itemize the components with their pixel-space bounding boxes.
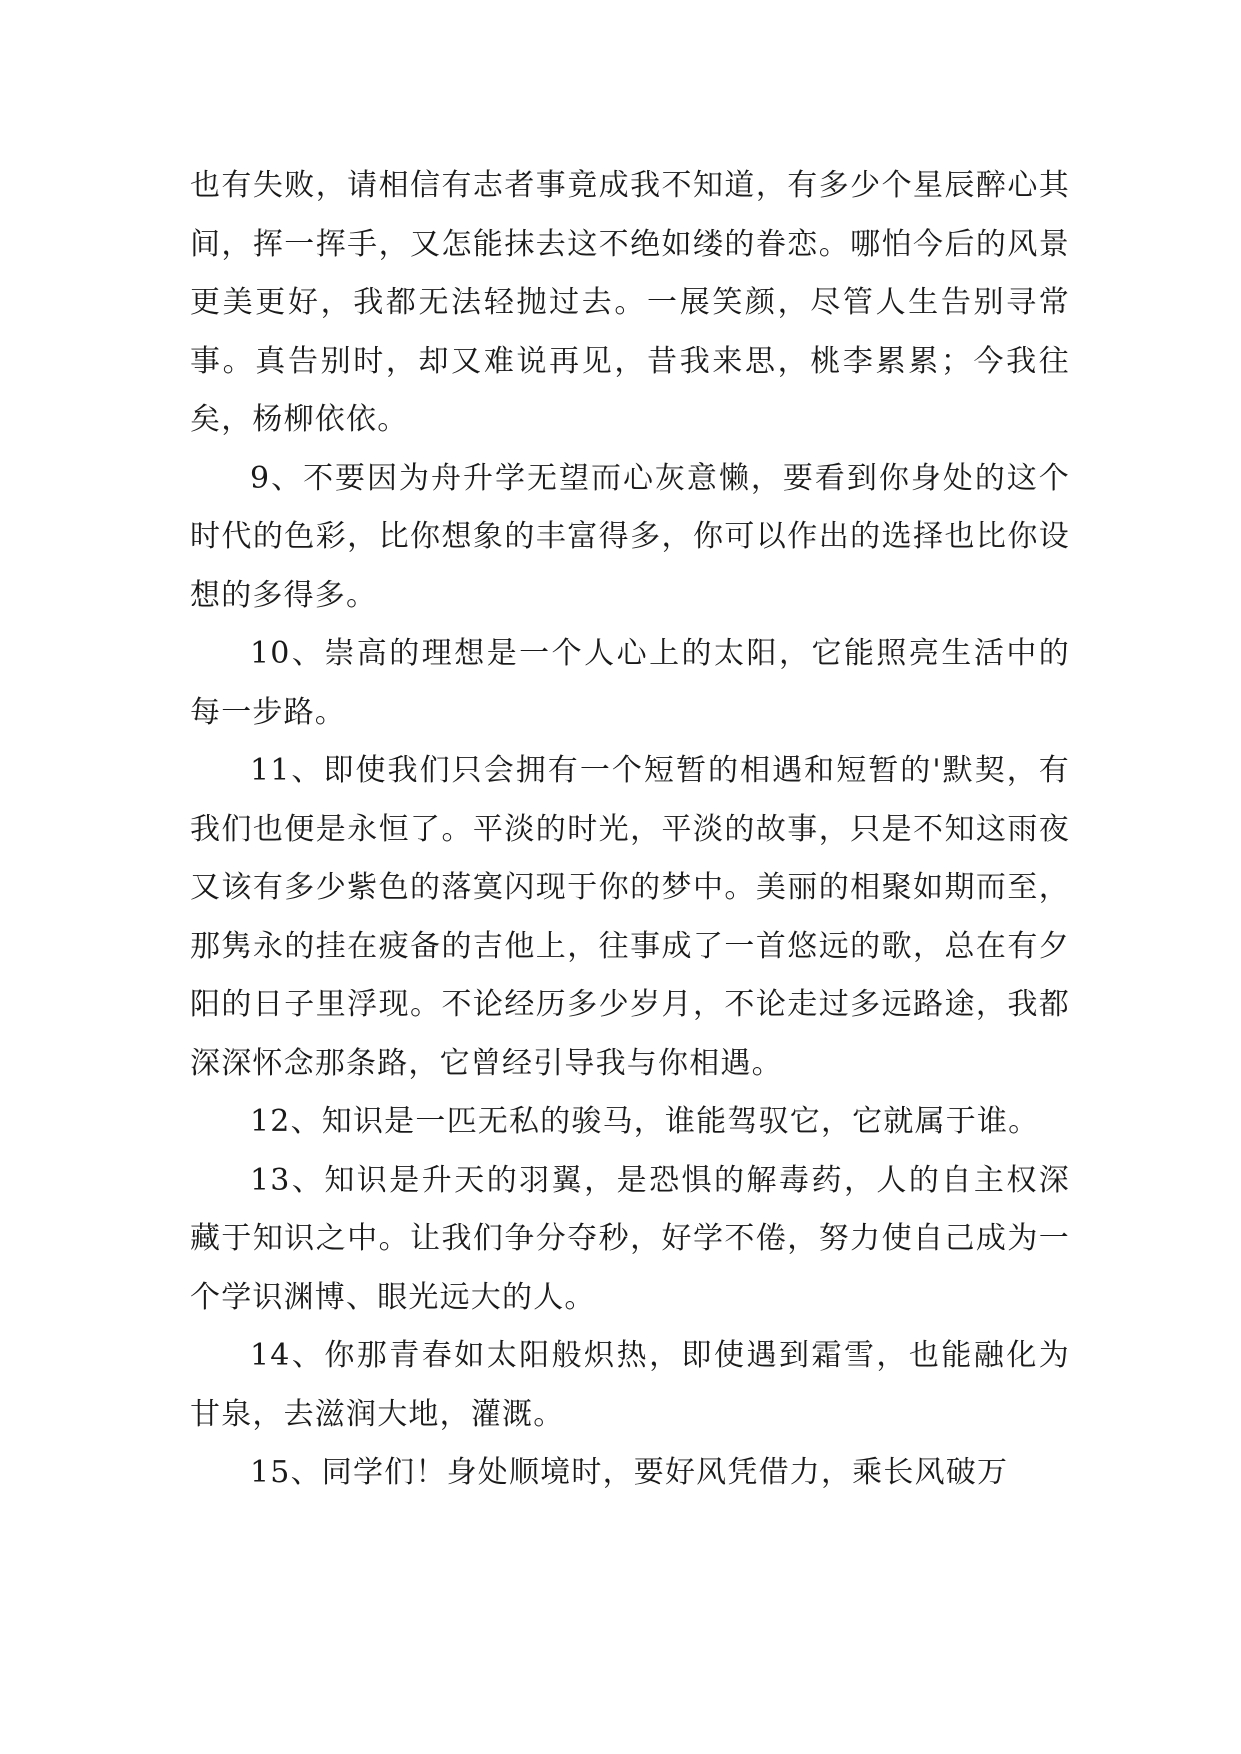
paragraph-item-15: 15、同学们！身处顺境时，要好风凭借力，乘长风破万 [250,1455,1009,1490]
paragraph-continuation: 也有失败，请相信有志者事竟成我不知道，有多少个星辰醉心其间，挥一挥手，又怎能抹去这不绝如缕的眷恋。哪怕今后的风景更美更好，我都无法轻抛过去。一展笑颜，尽管人生告别寻常事。真告别时，却又难说再见，昔我来思，桃李累累；今我往矣，杨柳依依。 [190,168,1070,437]
paragraph-item-13: 13、知识是升天的羽翼，是恐惧的解毒药，人的自主权深藏于知识之中。让我们争分夺秒，好学不倦，努力使自己成为一个学识渊博、眼光远大的人。 [190,1162,1070,1315]
paragraph-item-11: 11、即使我们只会拥有一个短暂的相遇和短暂的'默契，有我们也便是永恒了。平淡的时光，平淡的故事，只是不知这雨夜又该有多少紫色的落寞闪现于你的梦中。美丽的相聚如期而至，那隽永的挂在疲备的吉他上，往事成了一首悠远的歌，总在有夕阳的日子里浮现。不论经历多少岁月，不论走过多远路途，我都深深怀念那条路，它曾经引导我与你相遇。 [190,753,1070,1081]
document-body [190,157,1070,1503]
paragraph-item-10: 10、崇高的理想是一个人心上的太阳，它能照亮生活中的每一步路。 [190,636,1070,730]
paragraph-item-12: 12、知识是一匹无私的骏马，谁能驾驭它，它就属于谁。 [250,1104,1040,1139]
paragraph-item-9: 9、不要因为舟升学无望而心灰意懒，要看到你身处的这个时代的色彩，比你想象的丰富得多，你可以作出的选择也比你设想的多得多。 [190,460,1070,613]
paragraph-item-14: 14、你那青春如太阳般炽热，即使遇到霜雪，也能融化为甘泉，去滋润大地，灌溉。 [190,1338,1070,1432]
